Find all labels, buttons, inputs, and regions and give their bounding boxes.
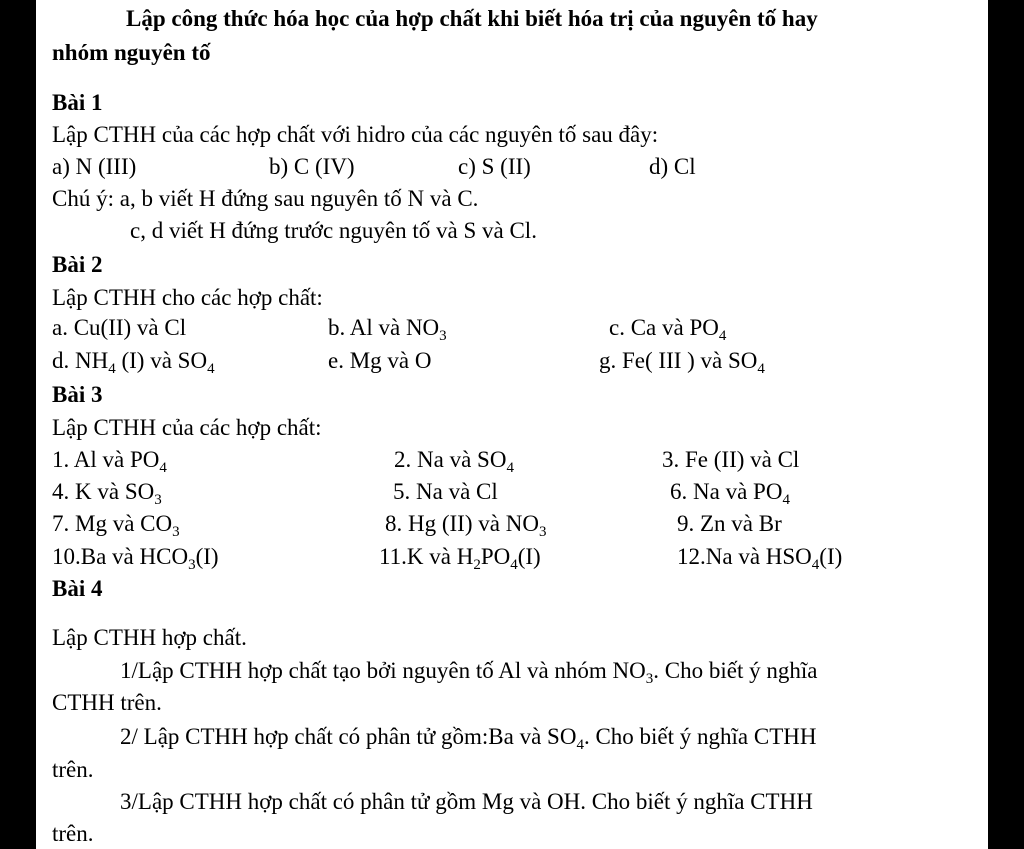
bai1-heading: Bài 1 [52,90,103,115]
bai3-item-8: 8. Hg (II) và $NO_3$ [385,511,547,540]
bai3-item-9: 9. Zn và Br [677,511,782,536]
bai4-question-2-cont: trên. [52,757,94,782]
bai4-heading: Bài 4 [52,576,103,601]
bai3-item-10: 10.Ba và $HCO_3(I)$ [52,544,219,573]
bai1-instruction: Lập CTHH của các hợp chất với hidro của các nguyên tố sau đây: [52,122,659,147]
bai2-item-a: a. Cu(II) và Cl [52,315,187,340]
bai3-item-12: 12.Na và $HSO_4(I)$ [677,544,843,573]
bai3-item-6: 6. Na và $PO_4$ [670,479,790,508]
bai2-item-d: d. $NH_4$ (I) và $SO_4$ [52,348,215,377]
bai2-instruction: Lập CTHH cho các hợp chất: [52,285,323,310]
bai3-item-2: 2. Na và $SO_4$ [394,447,514,476]
bai3-instruction: Lập CTHH của các hợp chất: [52,415,322,440]
bai3-item-1: 1. Al và $PO_4$ [52,447,167,476]
bai2-item-g: g. Fe( III ) và $SO_4$ [599,348,765,377]
title-line-1: Lập công thức hóa học của hợp chất khi biết hóa trị của nguyên tố hay [126,6,818,31]
bai2-item-c: c. Ca và $PO_4$ [609,315,727,344]
bai3-item-7: 7. Mg và $CO_3$ [52,511,180,540]
document-page [36,0,988,849]
bai4-question-1-cont: CTHH trên. [52,690,162,715]
bai3-item-11: 11.K và $H_2PO_4(I)$ [379,544,541,573]
bai4-question-1: 1/Lập CTHH hợp chất tạo bởi nguyên tố Al và nhóm $NO_3$. Cho biết ý nghĩa [120,658,818,687]
bai2-item-b: b. Al và $NO_3$ [328,315,447,344]
title-line-2: nhóm nguyên tố [52,40,211,65]
bai3-item-5: 5. Na và Cl [393,479,498,504]
bai4-question-2: 2/ Lập CTHH hợp chất có phân tử gồm:Ba và $SO_4$. Cho biết ý nghĩa CTHH [120,724,817,753]
bai3-item-3: 3. Fe (II) và Cl [662,447,800,472]
bai2-heading: Bài 2 [52,252,103,277]
bai1-note-1: Chú ý: a, b viết H đứng sau nguyên tố N và C. [52,186,479,211]
bai3-heading: Bài 3 [52,382,103,407]
bai1-item-b: b) C (IV) [269,154,355,179]
bai2-item-e: e. Mg và O [328,348,432,373]
bai1-item-a: a) N (III) [52,154,137,179]
bai1-item-d: d) Cl [649,154,696,179]
bai4-question-3: 3/Lập CTHH hợp chất có phân tử gồm Mg và OH. Cho biết ý nghĩa CTHH [120,789,813,814]
bai4-question-3-cont: trên. [52,821,94,846]
bai4-instruction: Lập CTHH hợp chất. [52,625,247,650]
bai1-item-c: c) S (II) [458,154,531,179]
bai1-note-2: c, d viết H đứng trước nguyên tố và S và Cl. [130,218,537,243]
bai3-item-4: 4. K và $SO_3$ [52,479,162,508]
